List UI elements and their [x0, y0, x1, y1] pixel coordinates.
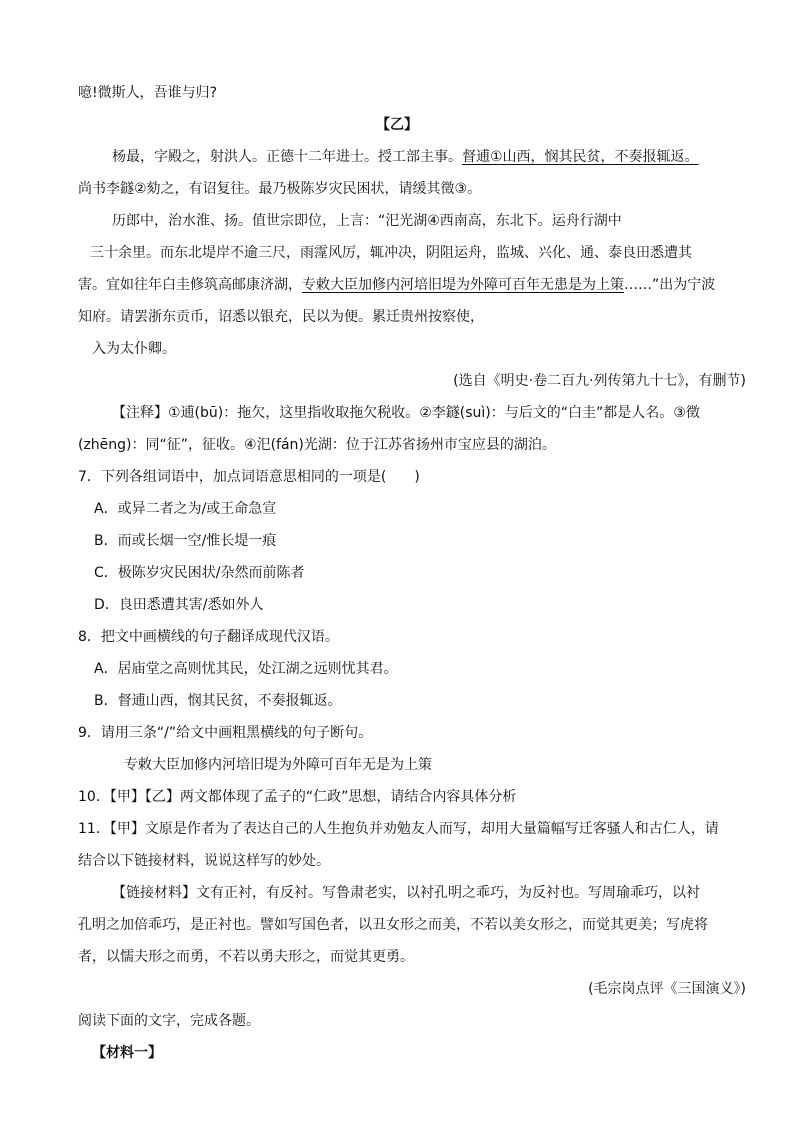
source-citation: (毛宗岗点评《三国演义》): [588, 981, 746, 997]
question-11: 11．【甲】文原是作者为了表达自己的人生抱负并劝勉友人而写，却用大量篇幅写迁客骚人和古仁人，请: [78, 821, 719, 837]
sentence-to-punctuate: 专敕大臣加修内河培旧堤为外障可百年无是为上策: [124, 757, 432, 773]
underlined-sentence: 督逋①山西，悯其民贫，不奏报辄返。: [462, 149, 699, 165]
paragraph-line: 入为太仆卿。: [92, 341, 176, 357]
question-8: 8．把文中画横线的句子翻译成现代汉语。: [78, 629, 339, 645]
paragraph-line: [78, 276, 794, 294]
text-span: ……”出为宁波: [624, 277, 716, 293]
text-line: 噫!微斯人，吾谁与归?: [78, 85, 218, 101]
text-span: 杨最，字殿之，射洪人。正德十二年进士。授工部主事。: [112, 149, 462, 165]
question-7: 7．下列各组词语中，加点词语意思相同的一项是( ): [78, 469, 420, 485]
paragraph-line: 历郎中，治水淮、扬。值世宗即位，上言：“汜光湖④西南高，东北下。运舟行湖中: [112, 213, 622, 229]
sentence-b: B．督逋山西，悯其民贫，不奏报辄返。: [94, 693, 342, 709]
question-10: 10．【甲】【乙】两文都体现了孟子的“仁政”思想，请结合内容具体分析: [78, 789, 517, 805]
question-11-cont: 结合以下链接材料，说说这样写的妙处。: [78, 853, 330, 869]
source-citation: (选自《明史·卷二百九·列传第九十七》，有删节): [453, 373, 746, 389]
question-9: 9．请用三条“/”给文中画粗黑横线的句子断句。: [78, 725, 373, 741]
paragraph-line: [112, 148, 794, 166]
option-b: B．而或长烟一空/惟长堤一痕: [94, 533, 277, 549]
option-d: D．良田悉遭其害/悉如外人: [94, 597, 264, 613]
instruction: 阅读下面的文字，完成各题。: [78, 1013, 260, 1029]
notes-line: 【注释】①逋(bū)：拖欠，这里指收取拖欠税收。②李鐩(suì)：与后文的“白圭”都是人名。③徵: [112, 405, 700, 421]
section-title: 【乙】: [376, 117, 418, 133]
text-span: 害。宜如往年白圭修筑高邮康济湖，: [78, 277, 302, 293]
paragraph-line: 知府。请罢浙东贡币，诏悉以银充，民以为便。累迁贵州按察使，: [78, 309, 484, 325]
link-material-line: 者，以懦夫形之而勇，不若以勇夫形之，而觉其更勇。: [78, 949, 414, 965]
notes-line: (zhēng)：同“征”，征收。④汜(fán)光湖：位于江苏省扬州市宝应县的湖泊。: [78, 437, 556, 453]
paragraph-line: 三十余里。而东北堤岸不逾三尺，雨霪风厉，辄冲决，阴阻运舟，监城、兴化、通、泰良田悉遭其: [90, 245, 692, 261]
sentence-a: A．居庙堂之高则忧其民，处江湖之远则忧其君。: [94, 661, 398, 677]
option-a: A．或异二者之为/或王命急宣: [94, 501, 277, 517]
material-heading: 【材料一】: [92, 1045, 162, 1061]
bold-underlined-sentence: 专敕大臣加修内河培旧堤为外障可百年无患是为上策: [302, 277, 624, 293]
link-material-line: 【链接材料】文有正衬，有反衬。写鲁肃老实，以衬孔明之乖巧，为反衬也。写周瑜乖巧，以衬: [112, 885, 700, 901]
option-c: C．极陈岁灾民困状/杂然而前陈者: [94, 565, 305, 581]
link-material-line: 孔明之加倍乖巧，是正衬也。譬如写国色者，以丑女形之而美，不若以美女形之，而觉其更美；写虎将: [78, 917, 708, 933]
paragraph-line: 尚书李鐩②劾之，有诏复往。最乃极陈岁灾民困状，请缓其徵③。: [78, 181, 482, 197]
